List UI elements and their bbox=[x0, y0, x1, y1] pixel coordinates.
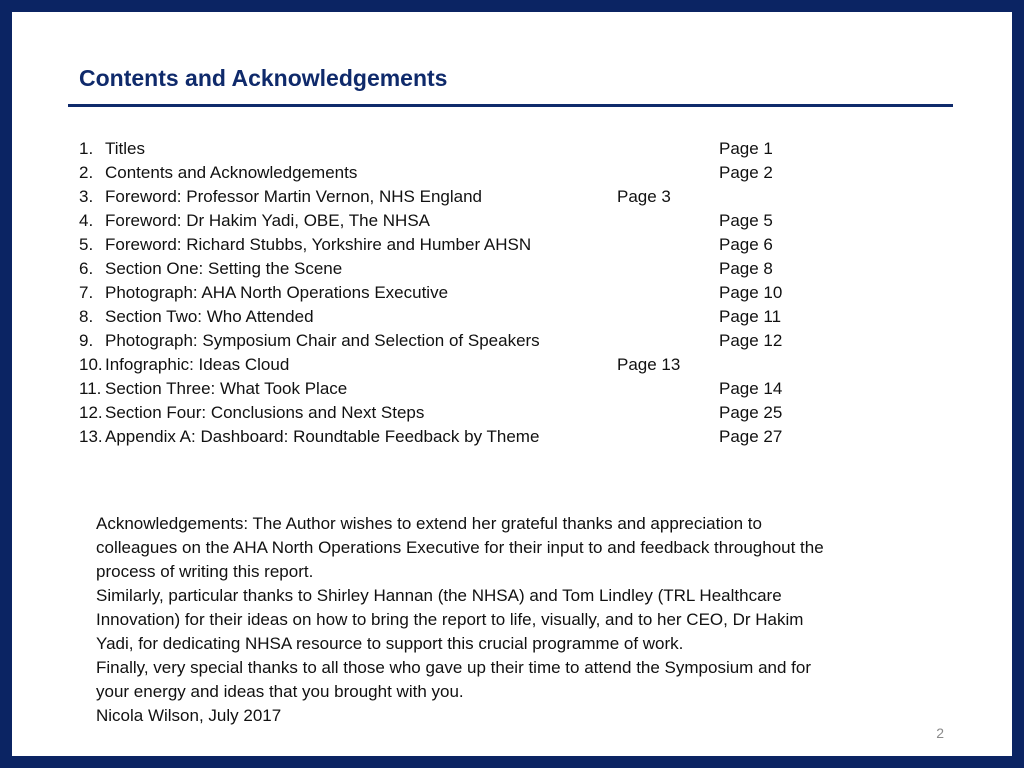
toc-item-number: 1. bbox=[79, 139, 94, 158]
toc-item bbox=[79, 233, 839, 257]
toc-item bbox=[79, 401, 839, 425]
toc-item-page: Page 1 bbox=[719, 139, 773, 158]
acknowledgements-signature: Nicola Wilson, July 2017 bbox=[96, 706, 282, 725]
toc-item-page: Page 27 bbox=[719, 427, 783, 446]
page-title: Contents and Acknowledgements bbox=[79, 65, 448, 91]
toc-item-label: Appendix A: Dashboard: Roundtable Feedback by Theme bbox=[105, 427, 540, 446]
toc-item-page: Page 13 bbox=[617, 355, 681, 374]
toc-item bbox=[79, 329, 839, 353]
toc-item-label: Photograph: Symposium Chair and Selection of Speakers bbox=[105, 331, 540, 350]
toc-item-label: Section Two: Who Attended bbox=[105, 307, 314, 326]
acknowledgements-paragraph: Finally, very special thanks to all those who gave up their time to attend the Symposium and for your energy and ideas that you brought with you. bbox=[96, 658, 811, 701]
toc-item-label: Photograph: AHA North Operations Executive bbox=[105, 283, 449, 302]
table-of-contents bbox=[79, 137, 839, 449]
toc-item-page: Page 11 bbox=[719, 307, 782, 326]
toc-item-page: Page 6 bbox=[719, 235, 773, 254]
toc-item-page: Page 25 bbox=[719, 403, 783, 422]
toc-item-number: 4. bbox=[79, 211, 94, 230]
toc-item-number: 2. bbox=[79, 163, 94, 182]
toc-item-page: Page 14 bbox=[719, 379, 783, 398]
title-divider bbox=[68, 104, 953, 107]
slide-number: 2 bbox=[936, 725, 944, 741]
toc-item bbox=[79, 257, 839, 281]
acknowledgements-paragraph: Similarly, particular thanks to Shirley Hannan (the NHSA) and Tom Lindley (TRL Healthcare Innovation) for their ideas on how to bring the report to life, visually, and to her CEO, Dr Hakim Yadi, for dedicating NHSA resource to support this crucial programme of work. bbox=[96, 586, 804, 653]
toc-item-page: Page 10 bbox=[719, 283, 783, 302]
toc-item-number: 10. bbox=[79, 355, 103, 374]
toc-item bbox=[79, 137, 839, 161]
toc-item-number: 12. bbox=[79, 403, 103, 422]
toc-item-label: Section One: Setting the Scene bbox=[105, 259, 343, 278]
toc-item-number: 11. bbox=[79, 379, 102, 398]
toc-item-page: Page 2 bbox=[719, 163, 773, 182]
toc-item-page: Page 5 bbox=[719, 211, 773, 230]
toc-item-number: 13. bbox=[79, 427, 103, 446]
toc-item-number: 3. bbox=[79, 187, 94, 206]
toc-item-label: Infographic: Ideas Cloud bbox=[105, 355, 290, 374]
toc-item-number: 7. bbox=[79, 283, 94, 302]
toc-item bbox=[79, 185, 839, 209]
toc-item bbox=[79, 425, 839, 449]
toc-item-label: Foreword: Richard Stubbs, Yorkshire and Humber AHSN bbox=[105, 235, 532, 254]
acknowledgements bbox=[96, 512, 836, 728]
toc-item bbox=[79, 161, 839, 185]
toc-item bbox=[79, 305, 839, 329]
toc-item-number: 8. bbox=[79, 307, 94, 326]
toc-item-page: Page 3 bbox=[617, 187, 671, 206]
acknowledgements-paragraph: Acknowledgements: The Author wishes to extend her grateful thanks and appreciation to colleagues on the AHA North Operations Executive for their input to and feedback throughout the process of writing this report. bbox=[96, 514, 824, 581]
toc-item-label: Contents and Acknowledgements bbox=[105, 163, 358, 182]
toc-item-label: Foreword: Professor Martin Vernon, NHS England bbox=[105, 187, 483, 206]
toc-item-label: Section Four: Conclusions and Next Steps bbox=[105, 403, 425, 422]
toc-item bbox=[79, 377, 839, 401]
toc-item bbox=[79, 209, 839, 233]
toc-item-label: Section Three: What Took Place bbox=[105, 379, 348, 398]
toc-item bbox=[79, 353, 839, 377]
toc-item-label: Titles bbox=[105, 139, 145, 158]
toc-item-number: 5. bbox=[79, 235, 94, 254]
toc-item-page: Page 8 bbox=[719, 259, 773, 278]
toc-item bbox=[79, 281, 839, 305]
toc-item-page: Page 12 bbox=[719, 331, 783, 350]
slide bbox=[12, 12, 1012, 756]
toc-item-number: 9. bbox=[79, 331, 94, 350]
toc-item-label: Foreword: Dr Hakim Yadi, OBE, The NHSA bbox=[105, 211, 430, 230]
toc-item-number: 6. bbox=[79, 259, 94, 278]
